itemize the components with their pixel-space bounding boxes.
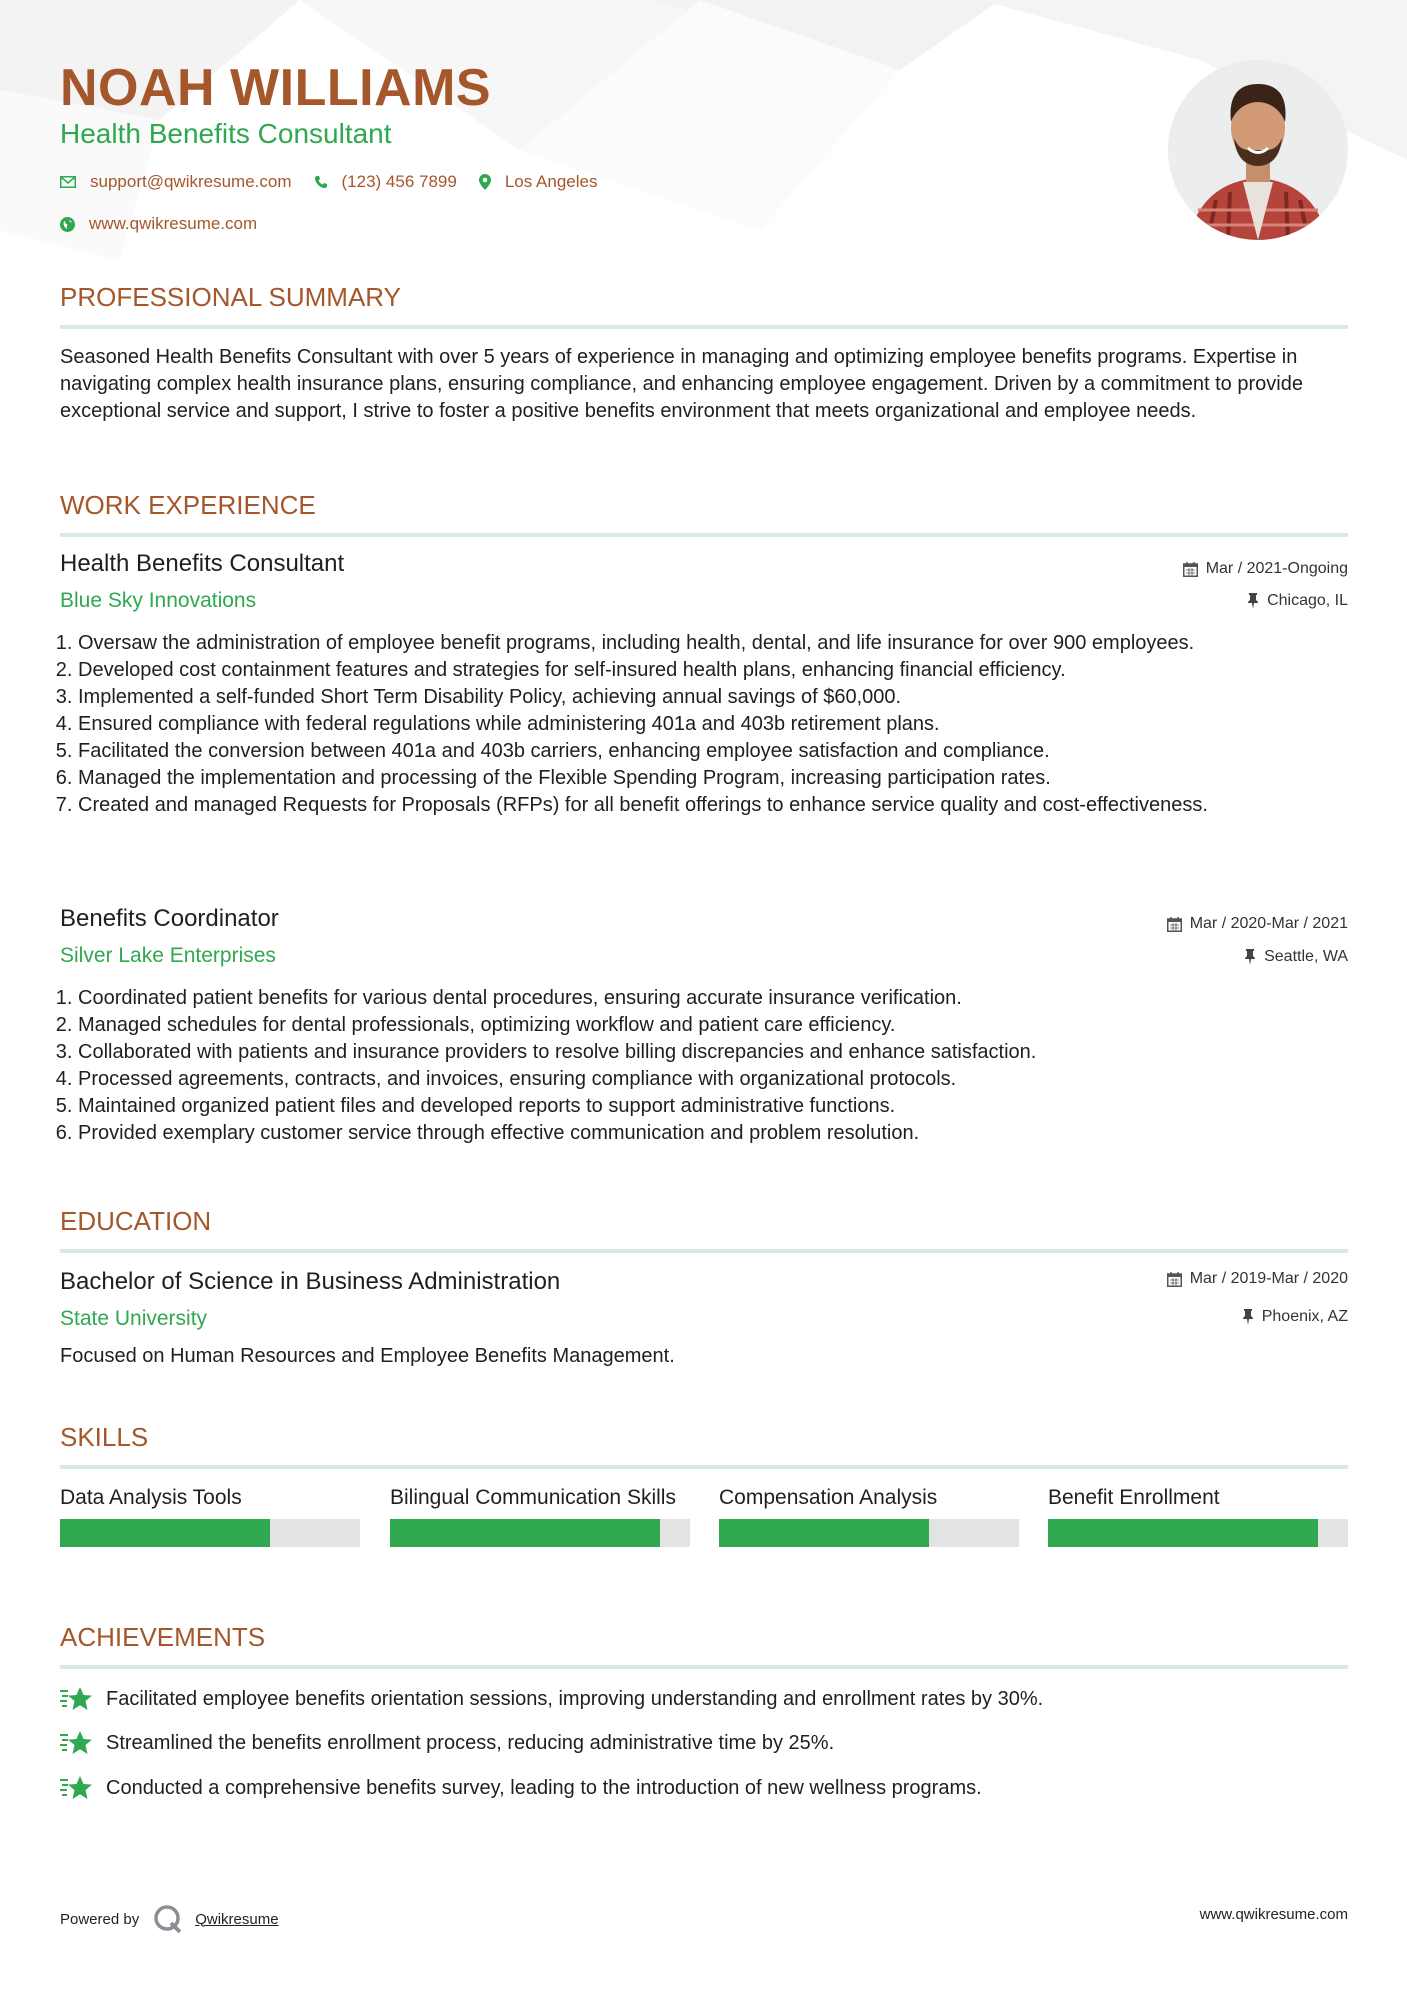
website-row	[60, 214, 279, 234]
education-description: Focused on Human Resources and Employee Benefits Management.	[60, 1345, 675, 1367]
envelope-icon	[60, 176, 76, 188]
pushpin-icon	[1247, 593, 1259, 609]
powered-by-label: Powered by	[60, 1910, 140, 1928]
star-icon	[60, 1730, 92, 1756]
star-icon	[60, 1775, 92, 1801]
duty-item: 2. Developed cost containment features and strategies for self-insured health plans, enhancing financial efficiency.	[78, 657, 1366, 684]
duty-item: 3. Collaborated with patients and insurance providers to resolve billing discrepancies and enhance satisfaction.	[78, 1039, 1366, 1066]
duty-item: 6. Managed the implementation and processing of the Flexible Spending Program, increasing participation rates.	[78, 765, 1366, 792]
degree-title: Bachelor of Science in Business Administration	[60, 1268, 561, 1295]
skill-item	[60, 1484, 360, 1547]
phone-icon	[314, 175, 328, 189]
duty-item: 4. Processed agreements, contracts, and invoices, ensuring compliance with organizational protocols.	[78, 1066, 1366, 1093]
job-dates-text: Mar / 2020-Mar / 2021	[1189, 915, 1348, 932]
skill-bar-fill	[719, 1519, 929, 1547]
candidate-title: Health Benefits Consultant	[60, 118, 392, 149]
skill-name: Bilingual Communication Skills	[390, 1486, 676, 1509]
candidate-name: NOAH WILLIAMS	[60, 59, 492, 117]
skills-heading: SKILLS	[60, 1422, 1348, 1469]
job-location-text: Chicago, IL	[1267, 592, 1348, 609]
duty-item: 5. Maintained organized patient files and developed reports to support administrative functions.	[78, 1093, 1366, 1120]
calendar-icon	[1167, 917, 1182, 932]
achievement-text: Conducted a comprehensive benefits survey, leading to the introduction of new wellness programs.	[106, 1776, 982, 1799]
job-duties-list	[60, 985, 1366, 1147]
duty-item: 1. Oversaw the administration of employee benefit programs, including health, dental, and life insurance for over 900 employees.	[78, 630, 1366, 657]
qwikresume-link[interactable]: Qwikresume	[195, 1910, 279, 1928]
skill-item	[390, 1484, 690, 1547]
skill-bar-track	[60, 1519, 360, 1547]
phone-text: (123) 456 7899	[341, 172, 457, 191]
education-dates	[1167, 1270, 1348, 1288]
summary-heading: PROFESSIONAL SUMMARY	[60, 282, 1348, 329]
footer-powered-by	[60, 1904, 279, 1934]
job-location-text: Seattle, WA	[1264, 948, 1348, 965]
email-item[interactable]	[60, 172, 292, 192]
achievement-item	[60, 1775, 982, 1801]
portrait-illustration	[1168, 60, 1348, 240]
phone-item[interactable]	[314, 172, 457, 192]
skill-bar-fill	[60, 1519, 270, 1547]
skill-bar-track	[390, 1519, 690, 1547]
contact-row	[60, 172, 619, 192]
education-dates-text: Mar / 2019-Mar / 2020	[1189, 1270, 1348, 1287]
pushpin-icon	[1244, 949, 1256, 965]
skill-bar-track	[1048, 1519, 1348, 1547]
school-name: State University	[60, 1307, 208, 1330]
job-title: Health Benefits Consultant	[60, 550, 345, 577]
job-company: Blue Sky Innovations	[60, 589, 257, 612]
duty-item: 2. Managed schedules for dental professionals, optimizing workflow and patient care efficiency.	[78, 1012, 1366, 1039]
job-company: Silver Lake Enterprises	[60, 944, 276, 967]
job-location	[1244, 948, 1348, 966]
star-icon	[60, 1686, 92, 1712]
achievements-heading: ACHIEVEMENTS	[60, 1622, 1348, 1669]
duty-item: 6. Provided exemplary customer service through effective communication and problem resolution.	[78, 1120, 1366, 1147]
map-pin-icon	[479, 174, 491, 190]
skill-name: Benefit Enrollment	[1048, 1486, 1220, 1509]
skill-bar-track	[719, 1519, 1019, 1547]
job-dates	[1183, 560, 1348, 578]
website-item[interactable]	[60, 214, 257, 234]
achievement-text: Streamlined the benefits enrollment process, reducing administrative time by 25%.	[106, 1731, 835, 1754]
job-duties-list	[60, 630, 1366, 819]
profile-photo	[1168, 60, 1348, 240]
skill-bar-fill	[1048, 1519, 1318, 1547]
duty-item: 4. Ensured compliance with federal regulations while administering 401a and 403b retirement plans.	[78, 711, 1366, 738]
job-dates	[1167, 915, 1348, 933]
pushpin-icon	[1242, 1309, 1254, 1325]
qwikresume-logo-icon	[153, 1904, 183, 1934]
education-location	[1242, 1308, 1348, 1326]
duty-item: 5. Facilitated the conversion between 401a and 403b carriers, enhancing employee satisfaction and compliance.	[78, 738, 1366, 765]
skill-item	[719, 1484, 1019, 1547]
experience-heading: WORK EXPERIENCE	[60, 490, 1348, 537]
achievement-text: Facilitated employee benefits orientation sessions, improving understanding and enrollment rates by 30%.	[106, 1687, 1044, 1710]
duty-item: 1. Coordinated patient benefits for various dental procedures, ensuring accurate insurance verification.	[78, 985, 1366, 1012]
email-text: support@qwikresume.com	[90, 172, 292, 191]
achievement-item	[60, 1730, 834, 1756]
job-title: Benefits Coordinator	[60, 905, 279, 932]
job-dates-text: Mar / 2021-Ongoing	[1205, 560, 1348, 577]
duty-item: 3. Implemented a self-funded Short Term Disability Policy, achieving annual savings of $60,000.	[78, 684, 1366, 711]
globe-icon	[60, 217, 75, 232]
location-item	[479, 172, 598, 192]
website-text: www.qwikresume.com	[89, 214, 258, 233]
skill-name: Data Analysis Tools	[60, 1486, 242, 1509]
skill-item	[1048, 1484, 1348, 1547]
skill-name: Compensation Analysis	[719, 1486, 938, 1509]
summary-text: Seasoned Health Benefits Consultant with over 5 years of experience in managing and optimizing employee benefits programs. Expertise in navigating complex health insurance plans, ensuring compliance, and enhancing employee engagement. Driven by a commitment to provide exceptional service and support, I strive to foster a positive benefits environment that meets organizational and employee needs.	[60, 346, 1303, 422]
achievement-item	[60, 1686, 1043, 1712]
duty-item: 7. Created and managed Requests for Proposals (RFPs) for all benefit offerings to enhance service quality and cost-effectiveness.	[78, 792, 1366, 819]
education-location-text: Phoenix, AZ	[1261, 1308, 1348, 1325]
education-heading: EDUCATION	[60, 1206, 1348, 1253]
job-location	[1247, 592, 1348, 610]
skill-bar-fill	[390, 1519, 660, 1547]
calendar-icon	[1167, 1272, 1182, 1287]
location-text: Los Angeles	[504, 172, 598, 191]
footer-website[interactable]: www.qwikresume.com	[1199, 1906, 1348, 1923]
calendar-icon	[1183, 562, 1198, 577]
